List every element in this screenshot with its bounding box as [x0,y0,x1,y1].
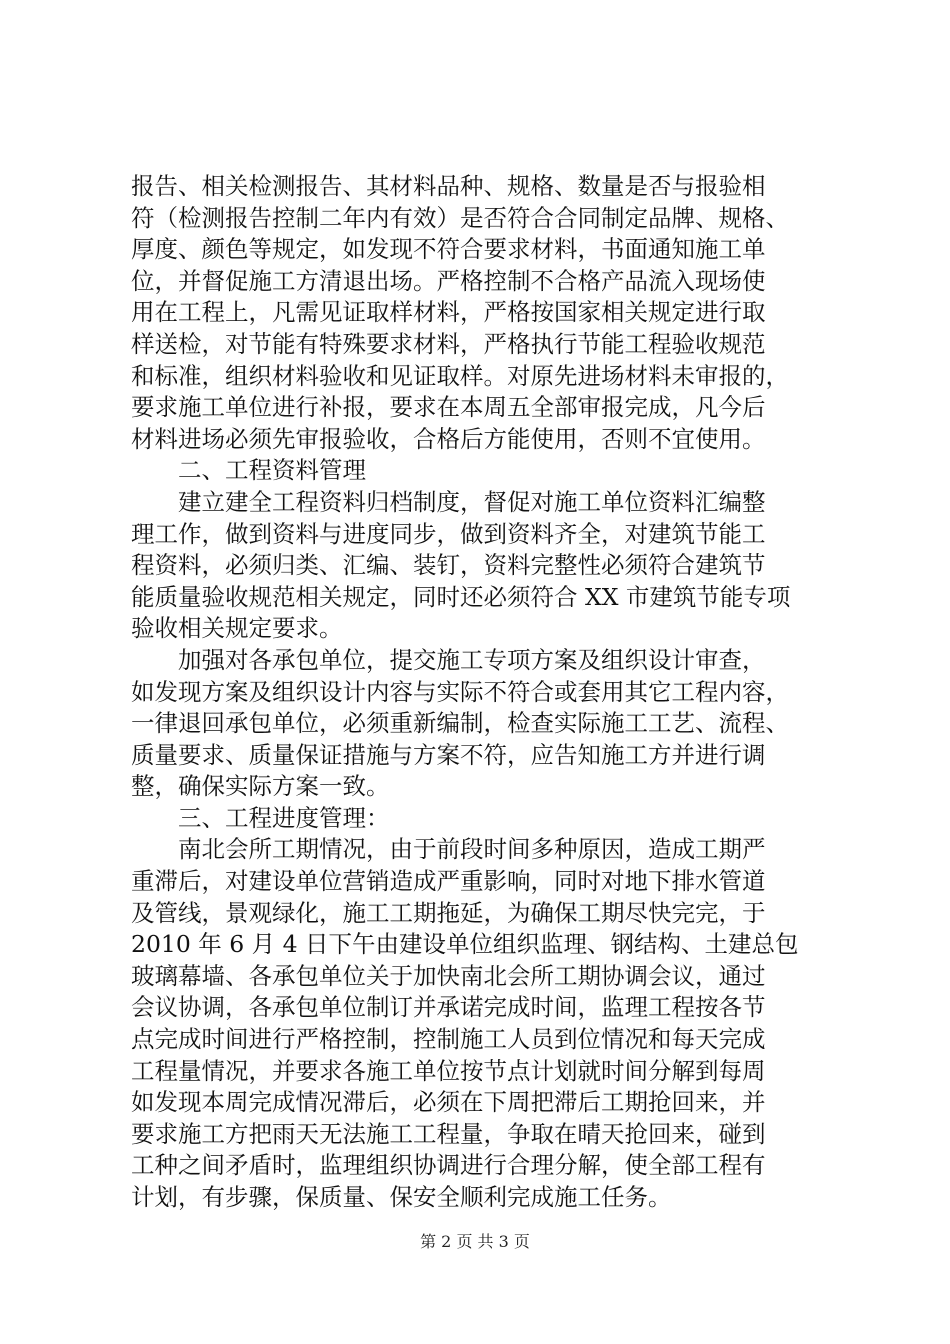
page-footer: 第 2 页 共 3 页 [420,1232,530,1251]
text-line: 工种之间矛盾时，监理组织协调进行合理分解，使全部工程有 [131,1151,766,1180]
text-line: 质量要求、质量保证措施与方案不符，应告知施工方并进行调 [131,740,766,769]
text-line: 程资料，必须归类、汇编、装钉，资料完整性必须符合建筑节 [131,551,766,580]
text-line: 加强对各承包单位，提交施工专项方案及组织设计审查， [131,645,766,674]
text-line: 工程量情况，并要求各施工单位按节点计划就时间分解到每周 [131,1056,766,1085]
text-line: 厚度、颜色等规定，如发现不符合要求材料，书面通知施工单 [131,235,766,264]
document-body [131,171,831,1214]
text-line: 理工作，做到资料与进度同步，做到资料齐全，对建筑节能工 [131,519,766,548]
text-line: 报告、相关检测报告、其材料品种、规格、数量是否与报验相 [131,172,766,200]
text-line: 及管线，景观绿化，施工工期拖延，为确保工期尽快完完，于 [131,898,766,927]
text-line: 重滞后，对建设单位营销造成严重影响，同时对地下排水管道 [131,867,766,896]
text-line: 2010 年 6 月 4 日下午由建设单位组织监理、钢结构、土建总包 [131,930,799,959]
text-line: 材料进场必须先审报验收，合格后方能使用，否则不宜使用。 [131,424,766,453]
text-line: 会议协调，各承包单位制订并承诺完成时间，监理工程按各节 [131,993,766,1022]
text-line: 如发现方案及组织设计内容与实际不符合或套用其它工程内容， [131,677,789,706]
text-line: 能质量验收规范相关规定，同时还必须符合 XX 市建筑节能专项 [131,582,791,611]
text-line: 三、工程进度管理： [131,803,390,832]
text-line: 建立建全工程资料归档制度，督促对施工单位资料汇编整 [131,487,766,516]
text-line: 南北会所工期情况，由于前段时间多种原因，造成工期严 [131,835,766,864]
text-line: 整，确保实际方案一致。 [131,772,390,801]
text-line: 位，并督促施工方清退出场。严格控制不合格产品流入现场使 [131,266,766,295]
text-line: 和标准，组织材料验收和见证取样。对原先进场材料未审报的， [131,361,789,390]
text-line: 玻璃幕墙、各承包单位关于加快南北会所工期协调会议，通过 [131,961,766,990]
text-line: 验收相关规定要求。 [131,614,343,643]
text-line: 如发现本周完成情况滞后，必须在下周把滞后工期抢回来，并 [131,1088,766,1117]
text-line: 要求施工单位进行补报，要求在本周五全部审报完成，凡今后 [131,393,766,422]
text-line: 二、工程资料管理 [131,456,366,485]
text-line: 要求施工方把雨天无法施工工程量，争取在晴天抢回来，碰到 [131,1119,766,1148]
text-line: 用在工程上，凡需见证取样材料，严格按国家相关规定进行取 [131,298,766,327]
text-line: 计划，有步骤，保质量、保安全顺利完成施工任务。 [131,1183,672,1211]
text-line: 一律退回承包单位，必须重新编制，检查实际施工工艺、流程、 [131,709,789,738]
text-line: 点完成时间进行严格控制，控制施工人员到位情况和每天完成 [131,1025,766,1054]
text-line: 符（检测报告控制二年内有效）是否符合合同制定品牌、规格、 [131,203,789,232]
text-line: 样送检，对节能有特殊要求材料，严格执行节能工程验收规范 [131,329,766,358]
